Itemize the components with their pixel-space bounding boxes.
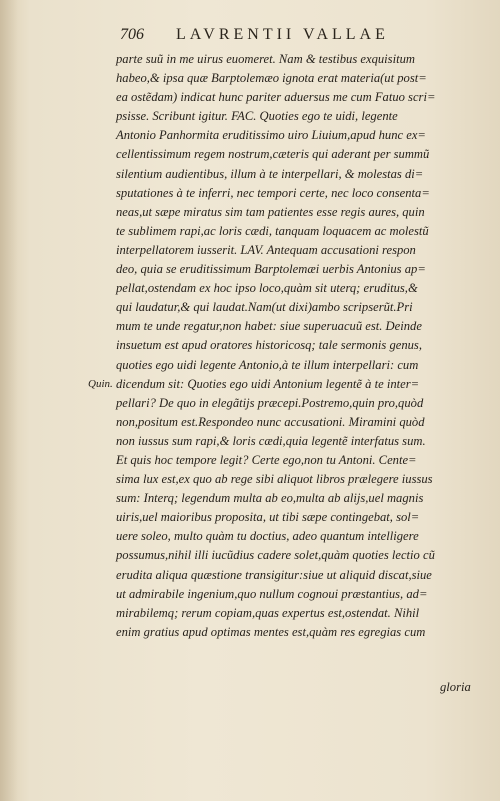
text-line: neas,ut sæpe miratus sim tam patientes esse regis aures, quin (116, 204, 425, 219)
text-line: parte suũ in me uirus euomeret. Nam & testibus exquisitum (116, 52, 415, 66)
text-line: qui laudatur,& qui laudat.Nam(ut dixi)ambo scripserũt.Pri (116, 300, 413, 315)
text-line: non iussus sum rapi,& loris cædi,quia legentẽ interfatus sum. (116, 433, 426, 448)
page-number: 706 (120, 26, 144, 43)
text-line: dicendum sit: Quoties ego uidi Antonium legentẽ à te inter= (116, 376, 420, 391)
text-line: mirabilemq; rerum copiam,quas expertus est,ostendat. Nihil (116, 605, 420, 620)
text-line: Et quis hoc tempore legit? Certe ego,non tu Antoni. Cente= (116, 452, 417, 467)
gutter-shadow (0, 0, 18, 801)
text-line: ea ostẽdam) indicat hunc pariter aduersus me cum Fatuo scri= (116, 90, 436, 105)
running-head: LAVRENTII VALLAE (176, 26, 389, 43)
text-line: mum te unde regatur,non habet: siue superuacuũ est. Deinde (116, 319, 422, 334)
text-line: non,positum est.Respondeo nunc accusationi. Miramini quòd (116, 414, 425, 429)
text-line: insuetum est apud oratores historicosq; tale sermonis genus, (116, 338, 422, 353)
text-line: Antonio Panhormita eruditissimo uiro Liuium,apud hunc ex= (116, 128, 426, 143)
page-header (120, 26, 480, 48)
text-line: silentium audientibus, illum à te interpellari, & molestas di= (116, 166, 424, 181)
body-text (116, 50, 478, 642)
text-line: possumus,nihil illi iucũdius cadere solet,quàm quoties lectio cũ (116, 548, 435, 563)
text-line: quoties ego uidi legente Antonio,à te illum interpellari: cum (116, 357, 419, 372)
text-line: pellari? De quo in elegãtijs præcepi.Postremo,quin pro,quòd (116, 395, 424, 410)
text-line: deo, quia se eruditissimum Barptolemæi uerbis Antonius ap= (116, 262, 426, 277)
text-line: ut admirabile ingenium,quo nullum cognoui præstantius, ad= (116, 586, 428, 601)
text-line: sum: Interq; legendum multa ab eo,multa ab alijs,uel magnis (116, 491, 424, 506)
text-line: habeo,& ipsa quæ Barptolemæo ignota erat materia(ut post= (116, 71, 427, 86)
text-line: sima lux est,ex quo ab rege sibi aliquot libros prælegere iussus (116, 472, 433, 487)
text-line: te sublimem rapi,ac loris cædi, tanquam loquacem ac molestũ (116, 223, 429, 238)
text-line: uere soleo, multo quàm tu doctius, adeo quantum intelligere (116, 529, 419, 544)
text-line: cellentissimum regem nostrum,cæteris qui aderant per summũ (116, 147, 430, 162)
text-line: psisse. Scribunt igitur. FAC. Quoties ego te uidi, legente (116, 109, 398, 124)
text-line: uiris,uel maioribus proposita, ut tibi sæpe contingebat, sol= (116, 510, 420, 525)
text-line: sputationes à te inferri, nec tempori certe, nec loco consenta= (116, 185, 430, 200)
text-line: interpellatorem iusserit. LAV. Antequam accusationi respon (116, 242, 416, 257)
catchword: gloria (440, 680, 471, 694)
text-line: enim gratius apud optimas mentes est,quàm res egregias cum (116, 624, 426, 639)
text-line: pellat,ostendam ex hoc ipso loco,quàm sit uterq; eruditus,& (116, 281, 418, 296)
marginal-note: Quin. (88, 378, 113, 390)
text-line: erudita aliqua quæstione transigitur:siue ut aliquid discat,siue (116, 567, 432, 582)
